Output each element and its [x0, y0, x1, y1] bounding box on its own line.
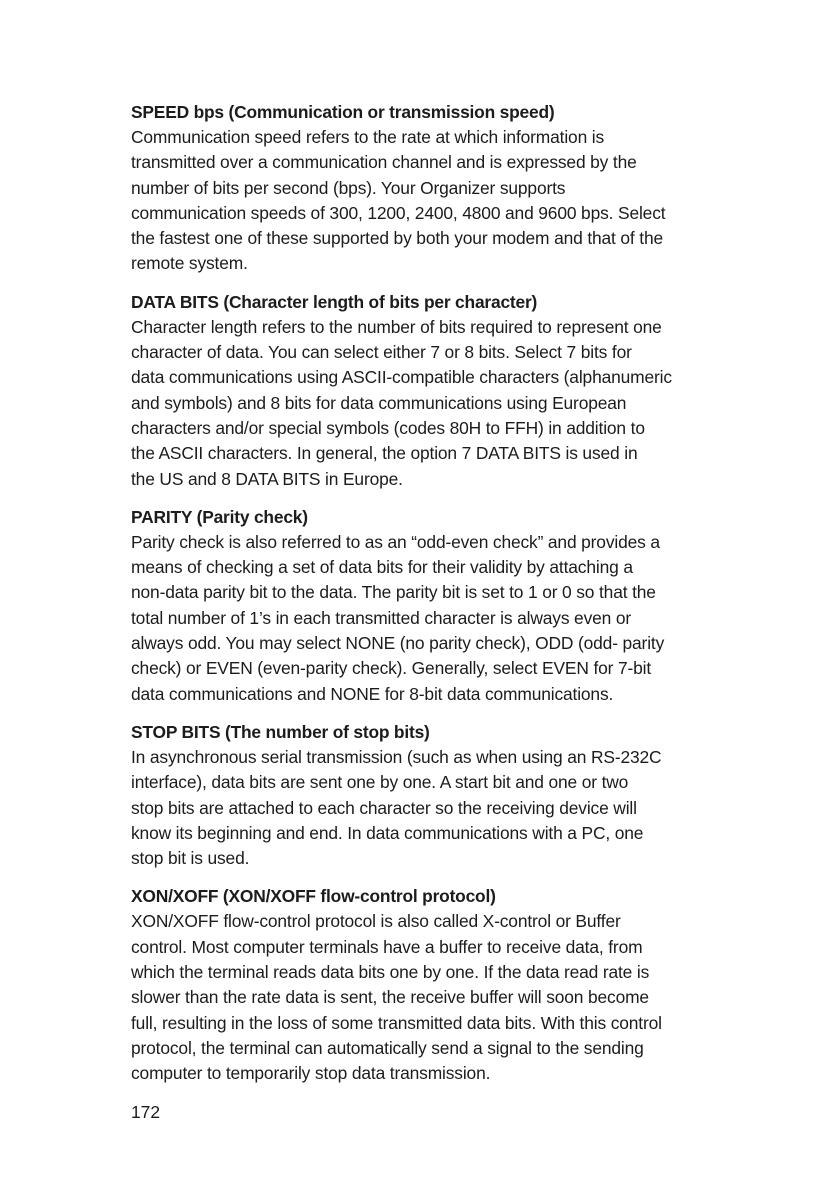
section-data-bits: [131, 290, 771, 492]
body-line: the US and 8 DATA BITS in Europe.: [131, 468, 403, 489]
section-speed: [131, 100, 771, 277]
section-stop-bits: [131, 720, 771, 871]
section-xon-xoff: [131, 884, 771, 1086]
body-line: always odd. You may select NONE (no parity check), ODD (odd- parity: [131, 633, 665, 654]
section-heading: PARITY (Parity check): [131, 506, 308, 527]
body-line: character of data. You can select either 7 or 8 bits. Select 7 bits for: [131, 342, 632, 363]
body-line: protocol, the terminal can automatically send a signal to the sending: [131, 1037, 644, 1058]
body-line: total number of 1’s in each transmitted character is always even or: [131, 607, 632, 628]
body-line: data communications and NONE for 8-bit data communications.: [131, 683, 614, 704]
body-line: Character length refers to the number of bits required to represent one: [131, 316, 662, 337]
body-line: the ASCII characters. In general, the option 7 DATA BITS is used in: [131, 443, 638, 464]
body-line: In asynchronous serial transmission (such as when using an RS-232C: [131, 746, 662, 767]
body-line: Parity check is also referred to as an “odd-even check” and provides a: [131, 531, 660, 552]
section-heading: XON/XOFF (XON/XOFF flow-control protocol): [131, 886, 496, 907]
body-line: slower than the rate data is sent, the receive buffer will soon become: [131, 987, 649, 1008]
section-heading: DATA BITS (Character length of bits per character): [131, 291, 538, 312]
body-line: full, resulting in the loss of some transmitted data bits. With this control: [131, 1012, 662, 1033]
body-line: computer to temporarily stop data transmission.: [131, 1063, 491, 1084]
body-line: Communication speed refers to the rate at which information is: [131, 127, 605, 147]
section-heading: STOP BITS (The number of stop bits): [131, 721, 430, 742]
body-line: know its beginning and end. In data communications with a PC, one: [131, 822, 644, 843]
body-line: characters and/or special symbols (codes 80H to FFH) in addition to: [131, 417, 645, 438]
body-line: number of bits per second (bps). Your Organizer supports: [131, 177, 566, 198]
body-line: XON/XOFF flow-control protocol is also called X-control or Buffer: [131, 911, 621, 932]
body-line: means of checking a set of data bits for their validity by attaching a: [131, 557, 633, 578]
section-heading: SPEED bps (Communication or transmission speed): [131, 102, 555, 122]
body-line: control. Most computer terminals have a buffer to receive data, from: [131, 936, 643, 957]
body-line: communication speeds of 300, 1200, 2400, 4800 and 9600 bps. Select: [131, 202, 666, 223]
body-line: the fastest one of these supported by both your modem and that of the: [131, 228, 664, 249]
body-line: stop bits are attached to each character so the receiving device will: [131, 797, 637, 818]
body-line: remote system.: [131, 253, 248, 274]
body-line: data communications using ASCII-compatible characters (alphanumeric: [131, 367, 672, 388]
body-line: interface), data bits are sent one by one. A start bit and one or two: [131, 772, 629, 793]
body-line: check) or EVEN (even-parity check). Generally, select EVEN for 7-bit: [131, 658, 652, 679]
page-body: [131, 100, 771, 1100]
body-line: transmitted over a communication channel and is expressed by the: [131, 152, 637, 173]
section-parity: [131, 505, 771, 707]
body-line: non-data parity bit to the data. The parity bit is set to 1 or 0 so that the: [131, 582, 656, 603]
body-line: and symbols) and 8 bits for data communications using European: [131, 392, 627, 413]
page-number: 172: [131, 1102, 161, 1122]
body-line: which the terminal reads data bits one by one. If the data read rate is: [131, 962, 650, 983]
body-line: stop bit is used.: [131, 848, 250, 869]
